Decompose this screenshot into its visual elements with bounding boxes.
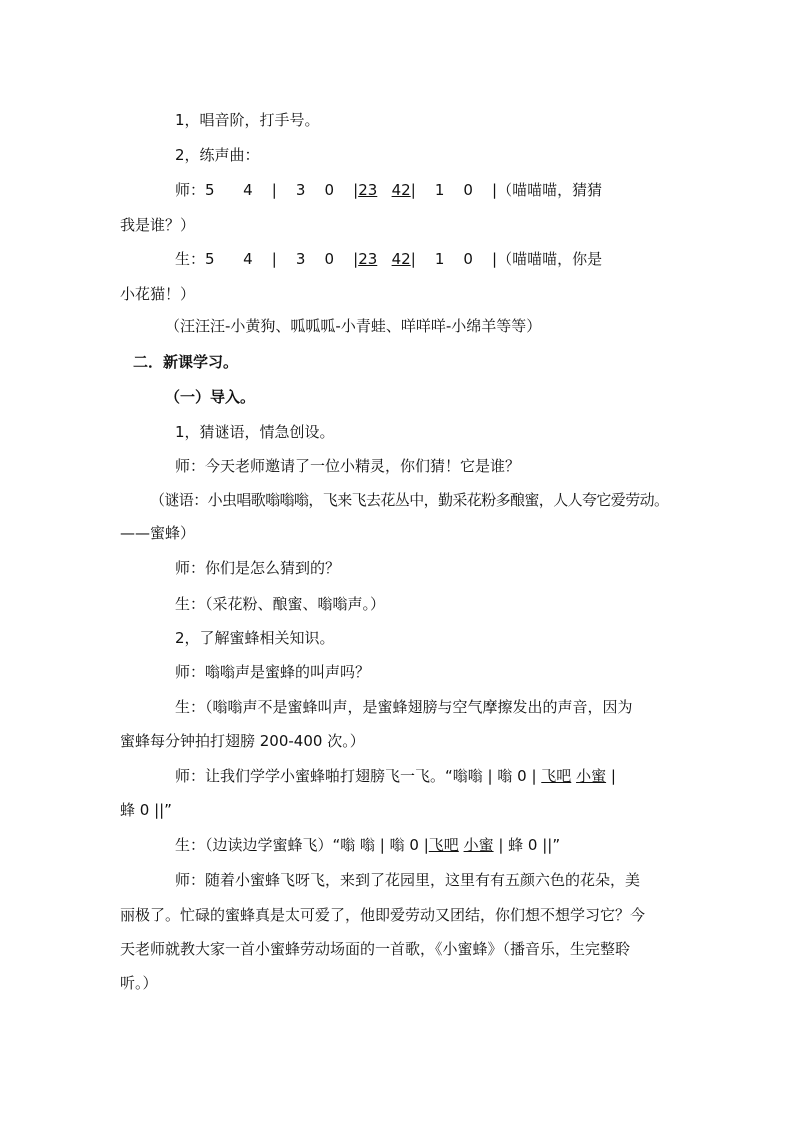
paragraph-line: 师：今天老师邀请了一位小精灵，你们猜！它是谁？ (175, 457, 521, 475)
paragraph-line: 小花猫！） (120, 285, 196, 303)
paragraph-line: 我是谁？） (120, 216, 196, 234)
notation-underlined: 小蜜 (576, 767, 607, 785)
paragraph-line: ——蜜蜂） (120, 524, 196, 542)
notation-line (175, 249, 602, 269)
notation-gap (377, 250, 391, 268)
notation-line (175, 180, 602, 200)
paragraph-line: 2，练声曲： (175, 146, 260, 164)
paragraph-line: 听。） (120, 974, 158, 992)
notation-suffix: | 1 0 |（喵喵喵，你是 (410, 250, 603, 268)
notation-underlined: 42 (391, 181, 411, 199)
paragraph-line: 蜜蜂每分钟拍打翅膀 200-400 次。） (120, 732, 365, 750)
notation-prefix: 师：5 4 | 3 0 | (175, 181, 359, 199)
paragraph-line: 2，了解蜜蜂相关知识。 (175, 629, 335, 647)
riddle-line: （谜语：小虫唱歌嗡嗡嗡，飞来飞去花丛中，勤采花粉多酿蜜，人人夸它爱劳动。 (150, 491, 669, 509)
notation-line (175, 766, 616, 786)
notation-prefix: 生：（边读边学蜜蜂飞）“嗡 嗡 | 嗡 0 | (175, 836, 429, 854)
notation-prefix: 师：让我们学学小蜜蜂啪打翅膀飞一飞。“嗡嗡 | 嗡 0 | (175, 767, 542, 785)
section-heading: 二．新课学习。 (133, 353, 239, 371)
notation-underlined: 42 (391, 250, 411, 268)
notation-underlined: 23 (358, 181, 378, 199)
notation-underlined: 23 (358, 250, 378, 268)
notation-gap (377, 181, 391, 199)
paragraph-line: 丽极了。忙碌的蜜蜂真是太可爱了，他即爱劳动又团结，你们想不想学习它？今 (120, 906, 646, 924)
paragraph-line: 蜂 0 ||” (120, 801, 172, 819)
notation-underlined: 飞吧 (428, 836, 459, 854)
paragraph-line: 生：（嗡嗡声不是蜜蜂叫声，是蜜蜂翅膀与空气摩擦发出的声音，因为 (175, 698, 633, 716)
paragraph-line: 师：随着小蜜蜂飞呀飞，来到了花园里，这里有有五颜六色的花朵，美 (175, 871, 641, 889)
notation-suffix: | (606, 767, 616, 785)
paragraph-line: 师：你们是怎么猜到的？ (175, 559, 341, 577)
paragraph-line: 1，唱音阶，打手号。 (175, 111, 320, 129)
paragraph-line: 师：嗡嗡声是蜜蜂的叫声吗？ (175, 663, 371, 681)
paragraph-line: 天老师就教大家一首小蜜蜂劳动场面的一首歌，《小蜜蜂》（播音乐，生完整聆 (120, 940, 631, 958)
notation-line (175, 835, 560, 855)
notation-suffix: | 蜂 0 ||” (493, 836, 561, 854)
paragraph-line: （汪汪汪-小黄狗、呱呱呱-小青蛙、咩咩咩-小绵羊等等） (165, 317, 542, 335)
subsection-heading: （一）导入。 (165, 388, 256, 406)
notation-prefix: 生：5 4 | 3 0 | (175, 250, 359, 268)
paragraph-line: 生：（采花粉、酿蜜、嗡嗡声。） (175, 595, 386, 613)
notation-suffix: | 1 0 |（喵喵喵，猜猜 (410, 181, 603, 199)
paragraph-line: 1，猜谜语，情急创设。 (175, 423, 335, 441)
notation-underlined: 小蜜 (463, 836, 494, 854)
notation-underlined: 飞吧 (541, 767, 572, 785)
